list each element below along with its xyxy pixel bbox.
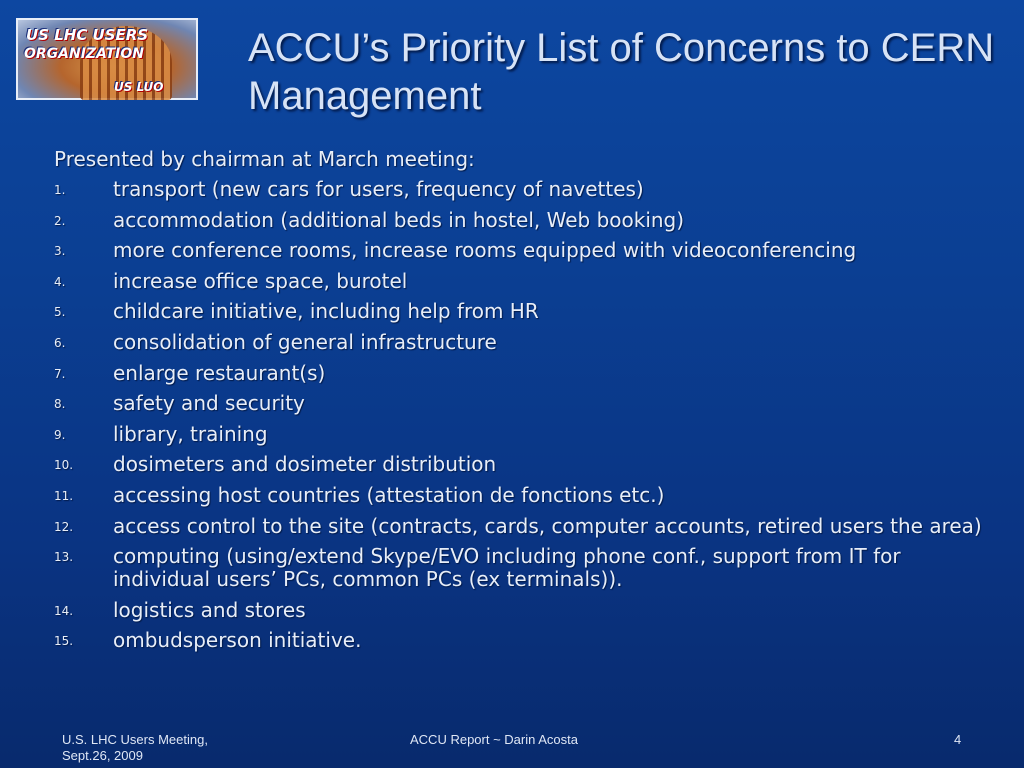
- list-item: [54, 599, 1004, 622]
- footer-meeting-info: [62, 732, 262, 764]
- list-item: [54, 209, 1004, 232]
- list-item: [54, 362, 1004, 385]
- list-item: [54, 239, 1004, 262]
- list-item: [54, 423, 1004, 446]
- item-number: 7.: [54, 366, 66, 381]
- item-text: access control to the site (contracts, cards, computer accounts, retired users the area): [113, 513, 982, 538]
- priority-list: [54, 178, 1004, 660]
- item-number: 2.: [54, 213, 66, 228]
- item-text: transport (new cars for users, frequency of navettes): [113, 177, 644, 201]
- item-text: computing (using/extend Skype/EVO including phone conf., support from IT for individual users’ PCs, common PCs (ex terminals)).: [113, 544, 901, 592]
- item-number: 15.: [54, 634, 74, 649]
- item-number: 14.: [54, 603, 74, 618]
- list-item: [54, 331, 1004, 354]
- item-number: 5.: [54, 305, 66, 320]
- footer-left-line-1: U.S. LHC Users Meeting,: [62, 732, 208, 747]
- item-text: library, training: [113, 421, 268, 446]
- slide-title: ACCU’s Priority List of Concerns to CERN Management: [248, 26, 995, 118]
- list-item: [54, 515, 1004, 538]
- list-item: [54, 300, 1004, 323]
- item-number: 8.: [54, 397, 66, 412]
- list-item: [54, 484, 1004, 507]
- logo-line-2: ORGANIZATION: [24, 46, 144, 62]
- item-number: 13.: [54, 550, 74, 565]
- item-text: increase office space, burotel: [113, 268, 408, 293]
- list-item: [54, 392, 1004, 415]
- item-text: logistics and stores: [113, 597, 306, 622]
- list-item: [54, 178, 1004, 201]
- item-text: consolidation of general infrastructure: [113, 329, 497, 354]
- list-item: [54, 545, 1004, 591]
- item-number: 11.: [54, 488, 74, 503]
- item-number: 6.: [54, 335, 66, 350]
- item-number: 1.: [54, 183, 66, 197]
- item-text: accommodation (additional beds in hostel, Web booking): [113, 207, 685, 232]
- logo-line-3: US LUO: [114, 80, 164, 94]
- item-number: 10.: [54, 458, 74, 473]
- item-number: 9.: [54, 427, 66, 442]
- item-text: dosimeters and dosimeter distribution: [113, 452, 497, 477]
- intro-text: Presented by chairman at March meeting:: [54, 147, 475, 171]
- item-text: childcare initiative, including help from HR: [113, 299, 539, 324]
- logo-line-1: US LHC USERS: [26, 26, 149, 44]
- item-number: 12.: [54, 519, 74, 534]
- item-text: safety and security: [113, 391, 305, 416]
- list-item: [54, 453, 1004, 476]
- item-text: enlarge restaurant(s): [113, 360, 326, 385]
- item-text: ombudsperson initiative.: [113, 628, 362, 653]
- footer-left-line-2: Sept.26, 2009: [62, 748, 143, 763]
- footer-title: ACCU Report ~ Darin Acosta: [410, 732, 578, 747]
- us-luo-logo: [16, 18, 198, 100]
- item-text: more conference rooms, increase rooms equipped with videoconferencing: [113, 238, 857, 263]
- list-item: [54, 270, 1004, 293]
- item-text: accessing host countries (attestation de fonctions etc.): [113, 482, 665, 507]
- item-number: 3.: [54, 244, 66, 259]
- item-number: 4.: [54, 274, 66, 289]
- list-item: [54, 629, 1004, 652]
- page-number: 4: [954, 732, 962, 747]
